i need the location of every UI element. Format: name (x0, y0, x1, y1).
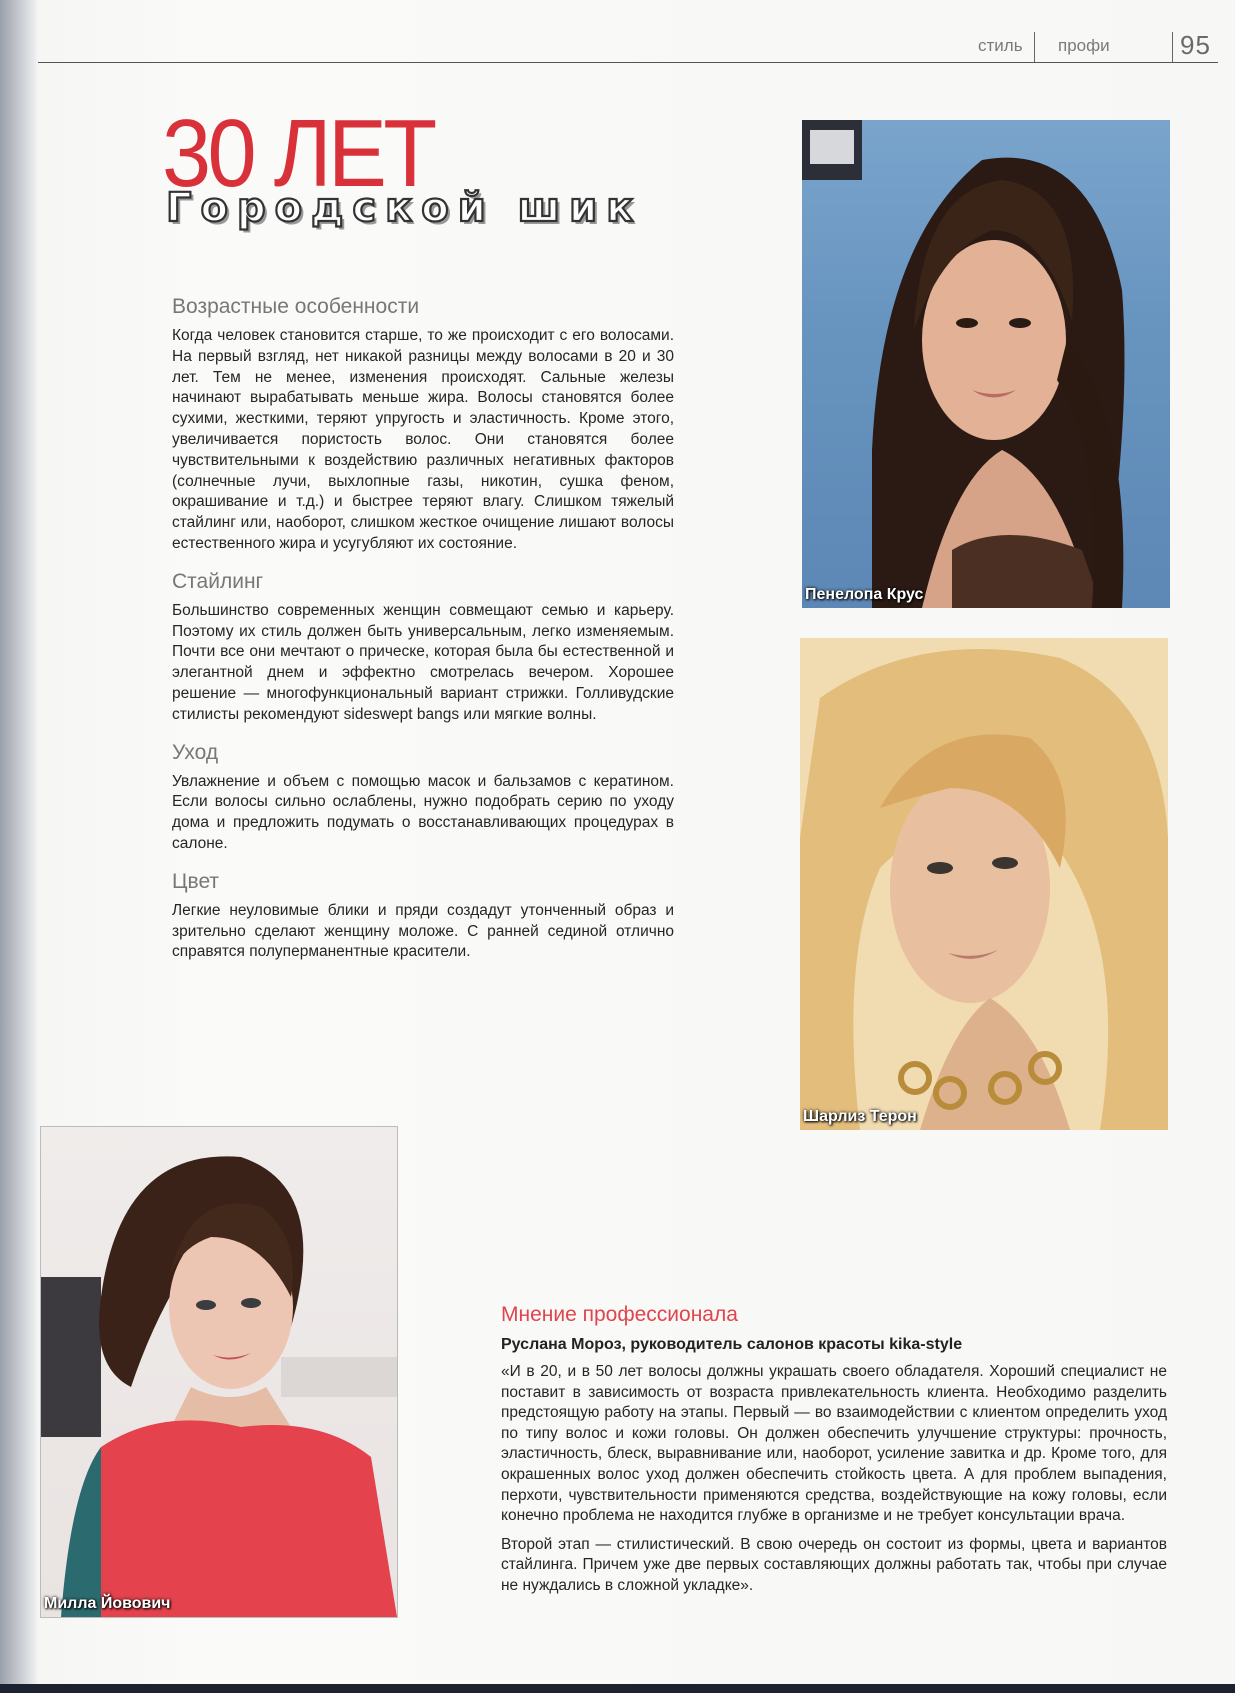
photo-caption: Пенелопа Крус (805, 586, 924, 603)
portrait-illustration (800, 638, 1168, 1130)
header-divider-2 (1172, 32, 1173, 62)
section-title-styling: Стайлинг (172, 569, 264, 593)
page-subtitle: Городской шик (166, 185, 643, 231)
photo-charlize-theron (800, 638, 1168, 1130)
portrait-illustration (41, 1127, 397, 1617)
header-divider (1034, 32, 1035, 62)
photo-caption: Милла Йовович (44, 1595, 171, 1612)
page-number: 95 (1180, 30, 1211, 60)
section-title-color: Цвет (172, 869, 220, 893)
section-title-care: Уход (172, 740, 219, 764)
section-text-color: Легкие неуловимые блики и пряди создадут утонченный образ и зрительно сделают женщину моложе. С ранней сединой отлично справятся полуперманентные красители. (172, 901, 674, 961)
page-title: 30 ЛЕТ (162, 100, 434, 207)
page-bottom-edge (0, 1684, 1235, 1693)
photo-penelope-cruz (802, 120, 1170, 608)
expert-paragraph: Второй этап — стилистический. В свою очередь он состоит из формы, цвета и вариантов стайлинга. Причем уже две первых составляющих должны работать так, чтобы при случае не нуждались в сложной укладке». (501, 1535, 1167, 1594)
portrait-illustration (802, 120, 1170, 608)
section-text-age: Когда человек становится старше, то же происходит с его волосами. На первый взгляд, нет никакой разницы между волосами в 20 и 30 лет. Тем не менее, изменения происходят. Сальные железы начинают вырабатывать меньше жира. Волосы становятся более сухими, жесткими, теряют упругость и эластичность. Кроме этого, увеличивается пористость волос. Они становятся более чувствительными к воздействию различных негативных факторов (солнечные лучи, выхлопные газы, никотин, сушка феном, окрашивание и т.д.) и быстрее теряют влагу. Слишком тяжелый стайлинг или, наоборот, слишком жесткое очищение лишают волосы естественного жира и усугубляют их состояние. (172, 327, 674, 552)
header-subsection-label: профи (1058, 36, 1110, 55)
expert-name: Руслана Мороз, руководитель салонов красоты kika-style (501, 1336, 963, 1353)
header-rule (38, 62, 1218, 63)
section-title-age: Возрастные особенности (172, 295, 420, 318)
section-text-care: Увлажнение и объем с помощью масок и бальзамов с кератином. Если волосы сильно ослаблены, нужно подобрать серию по уходу дома и предложить подумать о восстанавливающих процедурах в салоне. (172, 772, 674, 852)
header-section-label: стиль (978, 36, 1023, 55)
section-text-styling: Большинство современных женщин совмещают семью и карьеру. Поэтому их стиль должен быть универсальным, легко изменяемым. Почти все они мечтают о прическе, которая была бы естественной и элегантной днем и эффектно смотрелась вечером. Хорошее решение — многофункциональный вариант стрижки. Голливудские стилисты рекомендуют sideswept bangs или мягкие волны. (172, 601, 674, 723)
book-spine-shadow (0, 0, 38, 1693)
expert-title: Мнение профессионала (501, 1303, 738, 1326)
expert-opinion-box (501, 1302, 1167, 1605)
expert-paragraph: «И в 20, и в 50 лет волосы должны украшать своего обладателя. Хороший специалист не поставит в зависимость от возраста привлекательность клиента. Необходимо разделить предстоящую работу на этапы. Первый — во взаимодействии с клиентом определить уход по типу волос и кожи головы. Он должен обеспечить улучшение структуры: прочность, эластичность, блеск, выравнивание или, наоборот, усиление завитка и др. Кроме того, для окрашенных волос уход должен обеспечить стойкость цвета. А для проблем выпадения, перхоти, чувствительности применяются средства, воздействующие на кожу головы, если конечно проблема не находится глубже в организме и не требует консультации врача. (501, 1363, 1167, 1525)
article-body (172, 294, 674, 977)
photo-caption: Шарлиз Терон (803, 1108, 917, 1125)
photo-milla-jovovich (40, 1126, 398, 1618)
